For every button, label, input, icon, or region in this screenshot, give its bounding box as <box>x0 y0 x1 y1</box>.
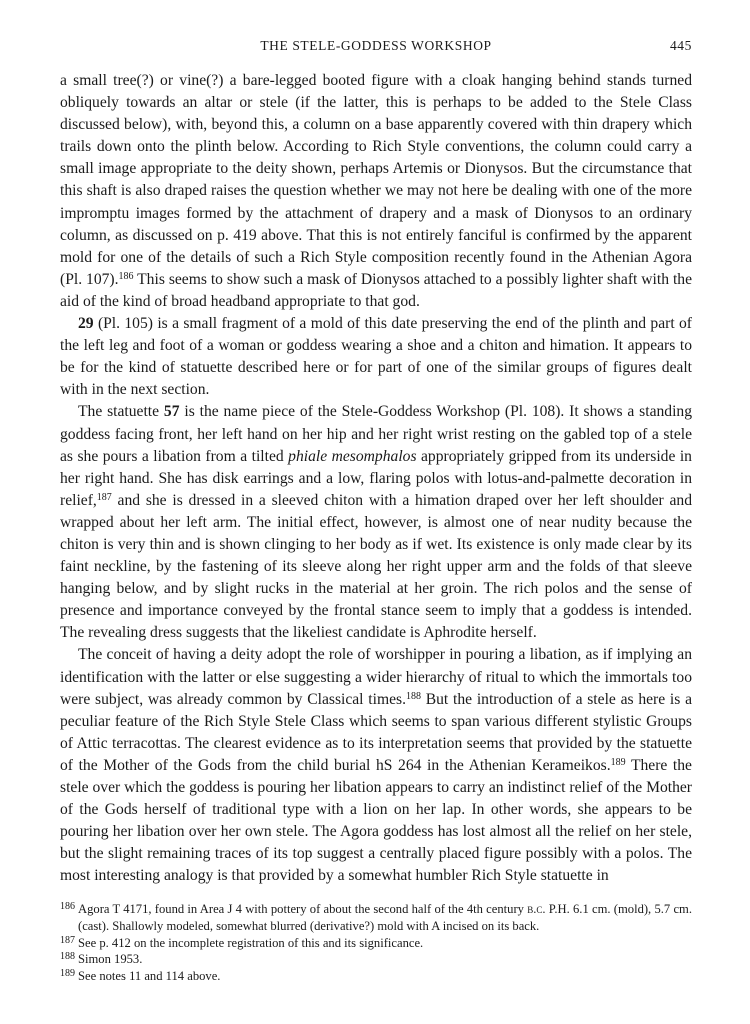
text-run: The conceit of having a deity adopt the role of worshipper in pouring a libation, as if implying an identification with the latter or else suggesting a wider hierarchy of ritual to which the immortals too were subject, was already common by Classical times. <box>60 646 692 708</box>
footnote <box>60 935 692 952</box>
footnote <box>60 951 692 968</box>
text-run: But the introduction of a stele as here is a peculiar feature of the Rich Style Stele Class which seems to span various different stylistic Groups of Attic terracottas. The clearest evidence as to its interpretation seems that provided by the statuette of the Mother of the Gods from the child burial hS 264 in the Athenian Kerameikos. <box>60 690 693 774</box>
body-text <box>60 70 692 887</box>
catalog-number: 57 <box>163 403 180 421</box>
catalog-number: 29 <box>78 315 94 333</box>
text-run: appropriately gripped from its underside in her right hand. She has disk earrings and a low, flaring polos with lotus-and-palmette decoration in relief, <box>60 447 692 509</box>
text-run: There the stele over which the goddess is pouring her libation appears to carry an indistinct relief of the Mother of the Gods herself of traditional type with a lion on her lap. In other words, she appears to be pouring her libation over her own stele. The Agora goddess has lost almost all the relief on her stele, but the slight remaining traces of its top suggest a centrally placed figure possibly with a polos. The most interesting analogy is that provided by a somewhat humbler Rich Style statuette in <box>60 756 692 885</box>
footnote-number: 189 <box>60 967 75 979</box>
footnote-text: P.H. 6.1 cm. (mold), 5.7 cm. (cast). Shallowly modeled, somewhat blurred (derivative?) mold with A incised on its back. <box>78 902 692 934</box>
footnote-text: See p. 412 on the incomplete registration of this and its significance. <box>78 935 424 950</box>
paragraph <box>60 70 692 313</box>
italic-term: phiale mesomphalos <box>288 447 417 465</box>
text-run: and she is dressed in a sleeved chiton with a himation draped over her left shoulder and wrapped about her left arm. The initial effect, however, is almost one of near nudity because the chiton is very thin and is shown clinging to her body as if wet. Its existence is only made clear by its faint neckline, by the fastening of its sleeve along her right upper arm and the folds of that sleeve hanging below, and by slight rucks in the material at her groin. The rich polos and the sense of presence and importance conveyed by the frontal stance seem to imply that a goddess is intended. The revealing dress suggests that the likeliest candidate is Aphrodite herself. <box>60 491 692 642</box>
footnote-ref[interactable]: 186 <box>118 270 134 282</box>
paragraph <box>60 401 692 644</box>
footnote <box>60 968 692 985</box>
footnote-ref[interactable]: 188 <box>405 690 421 702</box>
footnote-number: 187 <box>60 934 75 946</box>
footnote-text: Agora T 4171, found in Area J 4 with pottery of about the second half of the 4th century <box>78 902 528 917</box>
paragraph <box>60 313 692 401</box>
text-run: a small tree(?) or vine(?) a bare-legged booted figure with a cloak hanging behind stands turned obliquely towards an altar or stele (if the latter, this is perhaps to be added to the Stele Class discussed below), with, beyond this, a column on a base apparently covered with thin drapery which trails down onto the plinth below. According to Rich Style conventions, the column could carry a small image appropriate to the deity shown, perhaps Artemis or Dionysos. But the circumstance that this shaft is also draped raises the question whether we may not here be dealing with one of the more impromptu images formed by the attachment of drapery and a mask of Dionysos to an ordinary column, as discussed on p. 419 above. That this is not entirely fanciful is confirmed by the apparent mold for one of the details of such a Rich Style composition recently found in the Athenian Agora (Pl. 107). <box>60 72 692 288</box>
running-title: THE STELE-GODDESS WORKSHOP <box>260 38 492 53</box>
page <box>60 38 692 998</box>
page-number: 445 <box>669 38 692 53</box>
footnote-number: 186 <box>60 901 75 913</box>
footnote <box>60 901 692 934</box>
running-header <box>60 38 692 60</box>
footnote-text: See notes 11 and 114 above. <box>78 968 221 983</box>
footnote-ref[interactable]: 187 <box>96 491 112 503</box>
text-run: The statuette <box>78 403 164 421</box>
footnote-text: Simon 1953. <box>78 952 143 967</box>
footnote-number: 188 <box>60 951 75 963</box>
text-run: This seems to show such a mask of Dionysos attached to a possibly lighter shaft with the aid of the kind of broad headband appropriate to that god. <box>60 270 692 310</box>
footnotes <box>60 901 692 984</box>
text-run: is the name piece of the Stele-Goddess Workshop (Pl. 108). It shows a standing goddess facing front, her left hand on her hip and her right wrist resting on the gabled top of a stele as she pours a libation from a tilted <box>60 403 693 465</box>
footnote-ref[interactable]: 189 <box>610 756 626 768</box>
text-run: (Pl. 105) is a small fragment of a mold of this date preserving the end of the plinth and part of the left leg and foot of a woman or goddess wearing a shoe and a chiton and himation. It appears to be for the kind of statuette described here or for part of one of the similar groups of figures dealt with in the next section. <box>60 315 692 399</box>
paragraph <box>60 644 692 887</box>
era-abbrev: b.c. <box>527 902 546 917</box>
